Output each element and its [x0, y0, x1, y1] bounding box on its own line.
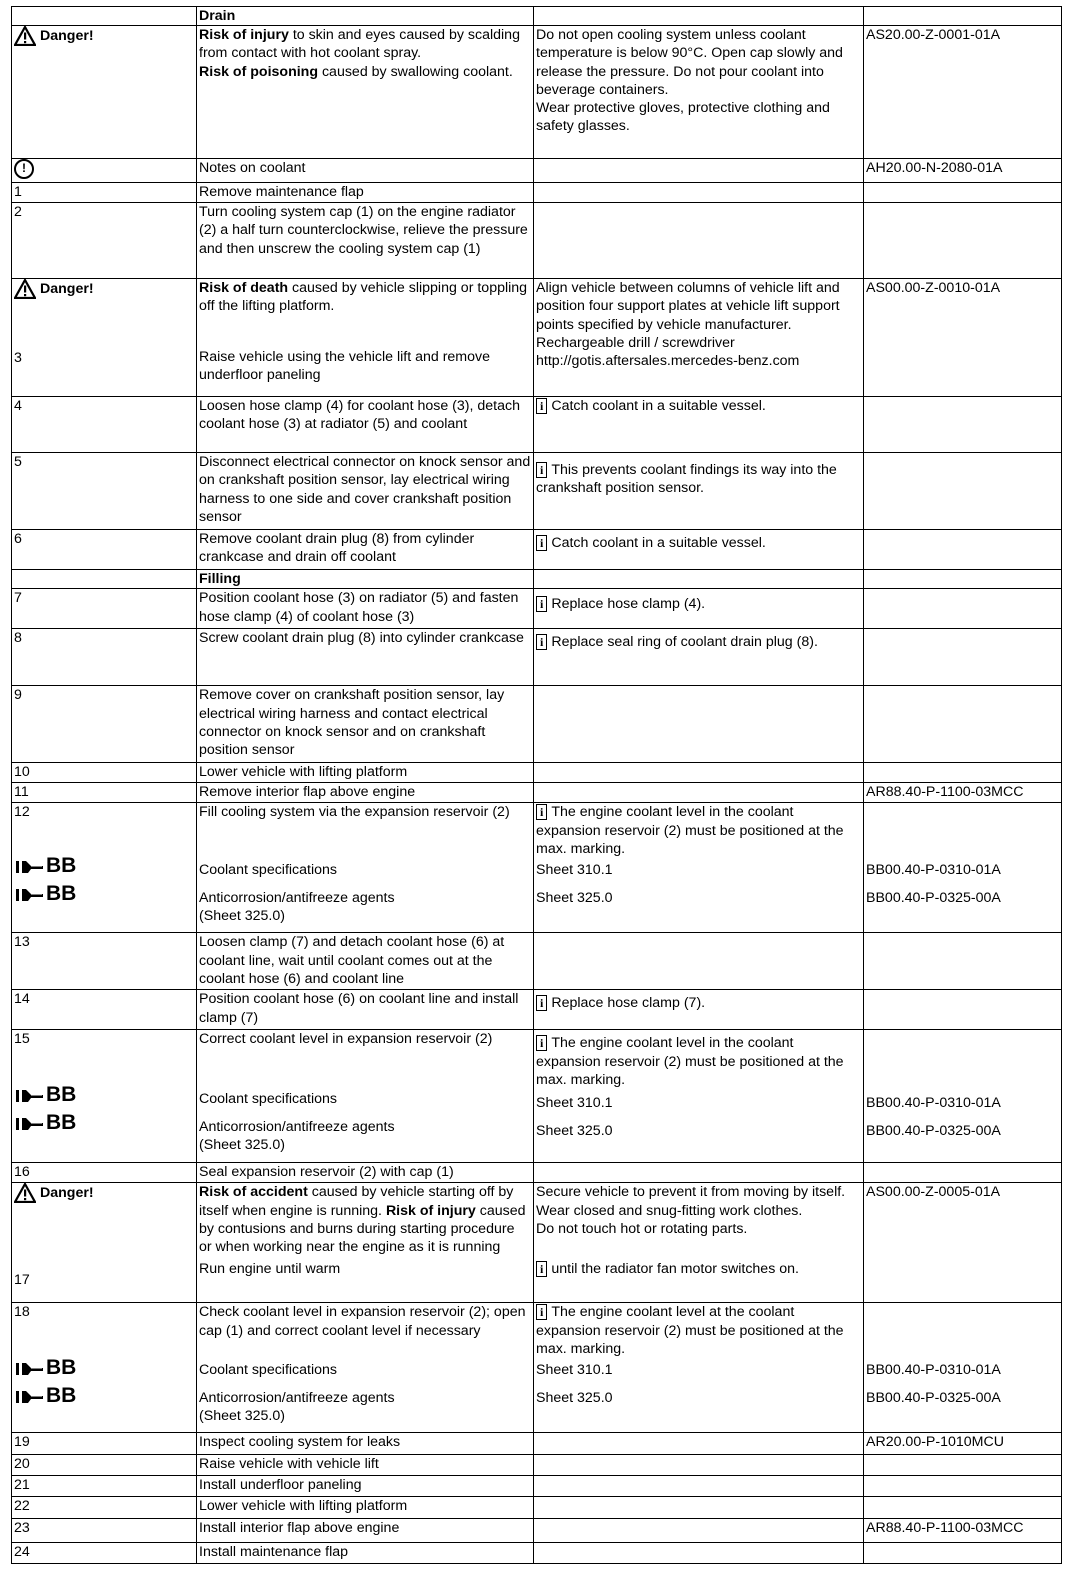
procedure-sheet [11, 6, 1062, 1564]
risk-label: Risk of injury [385, 1202, 476, 1219]
step-number: 18 [14, 1304, 30, 1321]
step-text: Loosen clamp (7) and detach coolant hose (6) at coolant line, wait until coolant comes out at the coolant hose (6) and coolant line [197, 933, 534, 990]
bb-text: Anticorrosion/antifreeze agents [199, 1389, 395, 1406]
step-text: Remove cover on crankshaft position sensor, lay electrical wiring harness and contact electrical connector on knock sensor and on crankshaft position sensor [197, 686, 534, 763]
risk-text: caused by contusions and burns during starting procedure or when working near the engine as it is running [199, 1202, 526, 1256]
measure-text: Wear protective gloves, protective clothing and safety glasses. [536, 100, 830, 135]
sheet-ref: Sheet 325.0 [536, 1122, 613, 1139]
step-number: 17 [14, 1272, 30, 1289]
info-icon: i [536, 1035, 547, 1051]
step-text: Screw coolant drain plug (8) into cylinder crankcase [197, 629, 534, 686]
info-icon: i [536, 804, 547, 820]
step-number: 24 [12, 1543, 197, 1564]
step-number: 4 [12, 397, 197, 453]
ref-code: AS00.00-Z-0010-01A [864, 279, 1062, 397]
bb-text: (Sheet 325.0) [199, 907, 285, 924]
info-icon: i [536, 535, 547, 551]
bb-text: Anticorrosion/antifreeze agents [199, 1118, 395, 1135]
ref-code: BB00.40-P-0310-01A [866, 1095, 1001, 1112]
ref-code: AS00.00-Z-0005-01A [864, 1183, 1062, 1303]
risk-label: Risk of injury [199, 27, 289, 44]
step-text: Check coolant level in expansion reservoir (2); open cap (1) and correct coolant level if necessary [199, 1304, 526, 1339]
measure-text: Align vehicle between columns of vehicle lift and position four support plates at vehicle lift support points specified by vehicle manufacturer. [536, 280, 840, 333]
step-number: 23 [12, 1519, 197, 1543]
info-icon: i [536, 1261, 547, 1277]
step-number: 11 [12, 783, 197, 803]
bb-label: BB [46, 1383, 77, 1407]
step-number: 19 [12, 1433, 197, 1455]
bb-label: BB [46, 1355, 77, 1379]
bb-label: BB [46, 1082, 77, 1106]
warning-triangle-icon [14, 26, 36, 46]
bb-label: BB [46, 853, 77, 877]
pointing-hand-icon [14, 1386, 44, 1406]
step-text: Lower vehicle with lifting platform [197, 763, 534, 783]
ref-code: AH20.00-N-2080-01A [864, 159, 1062, 183]
risk-text: caused by vehicle slipping or toppling off the lifting platform. [199, 280, 528, 315]
warning-triangle-icon [14, 1183, 36, 1203]
risk-text: to skin and eyes caused by scalding from contact with hot coolant spray. [199, 27, 520, 62]
sheet-ref: Sheet 310.1 [536, 1095, 613, 1112]
pointing-hand-icon [14, 1085, 44, 1105]
step-text: Fill cooling system via the expansion reservoir (2) [199, 804, 510, 821]
step-text: Lower vehicle with lifting platform [197, 1497, 534, 1519]
measure-text: Do not touch hot or rotating parts. [536, 1220, 748, 1237]
gotis-link[interactable]: http://gotis.aftersales.mercedes-benz.com [536, 353, 800, 370]
warning-triangle-icon [14, 279, 36, 299]
info-icon: i [536, 634, 547, 650]
step-number: 3 [14, 350, 22, 367]
risk-label: Risk of accident [199, 1184, 308, 1201]
pointing-hand-icon [14, 1358, 44, 1378]
step-text: Inspect cooling system for leaks [197, 1433, 534, 1455]
info-icon: i [536, 398, 547, 414]
danger-label: Danger! [40, 1185, 94, 1202]
ref-code: AS20.00-Z-0001-01A [864, 26, 1062, 159]
step-number: 8 [12, 629, 197, 686]
bb-text: (Sheet 325.0) [199, 1136, 285, 1153]
step-number: 2 [12, 203, 197, 279]
step-number: 21 [12, 1476, 197, 1497]
step-text: Disconnect electrical connector on knock sensor and on crankshaft position sensor, lay electrical wiring harness to one side and cover crankshaft position sensor [197, 453, 534, 530]
info-icon: i [536, 1304, 547, 1320]
note-text: This prevents coolant findings its way into the crankshaft position sensor. [536, 462, 837, 497]
risk-label: Risk of poisoning [199, 63, 319, 80]
ref-code: AR88.40-P-1100-03MCC [864, 1519, 1062, 1543]
info-icon: i [536, 596, 547, 612]
step-number: 13 [12, 933, 197, 990]
tool-text: Rechargeable drill / screwdriver [536, 334, 735, 351]
danger-label: Danger! [40, 28, 94, 45]
step-number: 22 [12, 1497, 197, 1519]
step-text: Correct coolant level in expansion reservoir (2) [199, 1031, 493, 1048]
measure-text: Secure vehicle to prevent it from moving by itself. [536, 1184, 846, 1201]
step-text: Raise vehicle using the vehicle lift and remove underfloor paneling [199, 348, 490, 383]
ref-code: BB00.40-P-0325-00A [866, 1389, 1001, 1406]
sheet-ref: Sheet 325.0 [536, 889, 613, 906]
note-text: Replace hose clamp (4). [551, 596, 706, 613]
step-text: Install maintenance flap [197, 1543, 534, 1564]
risk-text: caused by vehicle starting off by itself when engine is running. [199, 1184, 514, 1219]
note-text: Replace hose clamp (7). [551, 995, 706, 1012]
step-number: 7 [12, 589, 197, 629]
risk-label: Risk of death [199, 280, 289, 297]
step-number: 10 [12, 763, 197, 783]
danger-label: Danger! [40, 281, 94, 298]
step-number: 12 [14, 804, 30, 821]
step-number: 16 [12, 1163, 197, 1183]
step-number: 1 [12, 183, 197, 203]
step-number: 15 [14, 1031, 30, 1048]
procedure-table [11, 6, 1062, 1564]
measure-text: Wear closed and snug-fitting work clothes. [536, 1202, 803, 1219]
bb-text: (Sheet 325.0) [199, 1407, 285, 1424]
step-text: Install interior flap above engine [197, 1519, 534, 1543]
note-text: The engine coolant level at the coolant expansion reservoir (2) must be positioned at the max. marking. [536, 1304, 844, 1357]
note-text: Catch coolant in a suitable vessel. [551, 398, 766, 415]
step-number: 20 [12, 1455, 197, 1476]
pointing-hand-icon [14, 856, 44, 876]
danger-row [12, 26, 1062, 159]
step-text: Loosen hose clamp (4) for coolant hose (3), detach coolant hose (3) at radiator (5) and coolant [197, 397, 534, 453]
risk-text: caused by swallowing coolant. [318, 63, 513, 80]
step-text: Raise vehicle with vehicle lift [197, 1455, 534, 1476]
step-number: 6 [12, 530, 197, 570]
pointing-hand-icon [14, 884, 44, 904]
measure-text: Do not open cooling system unless coolant temperature is below 90°C. Open cap slowly and release the pressure. Do not pour coolant into beverage containers. [536, 27, 843, 98]
sheet-ref: Sheet 310.1 [536, 862, 613, 879]
step-text: Seal expansion reservoir (2) with cap (1) [197, 1163, 534, 1183]
note-text: The engine coolant level in the coolant expansion reservoir (2) must be positioned at the max. marking. [536, 1035, 844, 1088]
sheet-ref: Sheet 325.0 [536, 1389, 613, 1406]
note-text: Replace seal ring of coolant drain plug (8). [551, 634, 818, 651]
step-text: Remove coolant drain plug (8) from cylinder crankcase and drain off coolant [197, 530, 534, 570]
bb-text: Coolant specifications [199, 1091, 338, 1108]
step-text: Remove interior flap above engine [197, 783, 534, 803]
step-text: Position coolant hose (6) on coolant line and install clamp (7) [197, 990, 534, 1030]
ref-code: BB00.40-P-0310-01A [866, 862, 1001, 879]
step-text: Install underfloor paneling [197, 1476, 534, 1497]
note-text: until the radiator fan motor switches on. [551, 1261, 799, 1278]
info-icon: i [536, 462, 547, 478]
ref-code: BB00.40-P-0325-00A [866, 1122, 1001, 1139]
bb-label: BB [46, 1110, 77, 1134]
bb-text: Coolant specifications [199, 1362, 338, 1379]
ref-code: AR88.40-P-1100-03MCC [864, 783, 1062, 803]
note-text: The engine coolant level in the coolant expansion reservoir (2) must be positioned at the max. marking. [536, 804, 844, 857]
section-header-filling: Filling [197, 570, 534, 589]
info-icon: i [536, 995, 547, 1011]
step-number: 5 [12, 453, 197, 530]
ref-code: BB00.40-P-0310-01A [866, 1362, 1001, 1379]
step-text: Position coolant hose (3) on radiator (5) and fasten hose clamp (4) of coolant hose (3) [197, 589, 534, 629]
sheet-ref: Sheet 310.1 [536, 1362, 613, 1379]
note-text: Catch coolant in a suitable vessel. [551, 535, 766, 552]
section-header-drain: Drain [197, 7, 534, 26]
step-text: Run engine until warm [199, 1261, 341, 1278]
bb-text: Coolant specifications [199, 862, 338, 879]
step-number: 14 [12, 990, 197, 1030]
step-text: Notes on coolant [197, 159, 534, 183]
notes-icon: ! [14, 159, 34, 179]
bb-label: BB [46, 881, 77, 905]
ref-code: BB00.40-P-0325-00A [866, 889, 1001, 906]
ref-code: AR20.00-P-1010MCU [864, 1433, 1062, 1455]
pointing-hand-icon [14, 1113, 44, 1133]
step-number: 9 [12, 686, 197, 763]
step-text: Turn cooling system cap (1) on the engine radiator (2) a half turn counterclockwise, relieve the pressure and then unscrew the cooling system cap (1) [197, 203, 534, 279]
bb-text: Anticorrosion/antifreeze agents [199, 889, 395, 906]
step-text: Remove maintenance flap [197, 183, 534, 203]
